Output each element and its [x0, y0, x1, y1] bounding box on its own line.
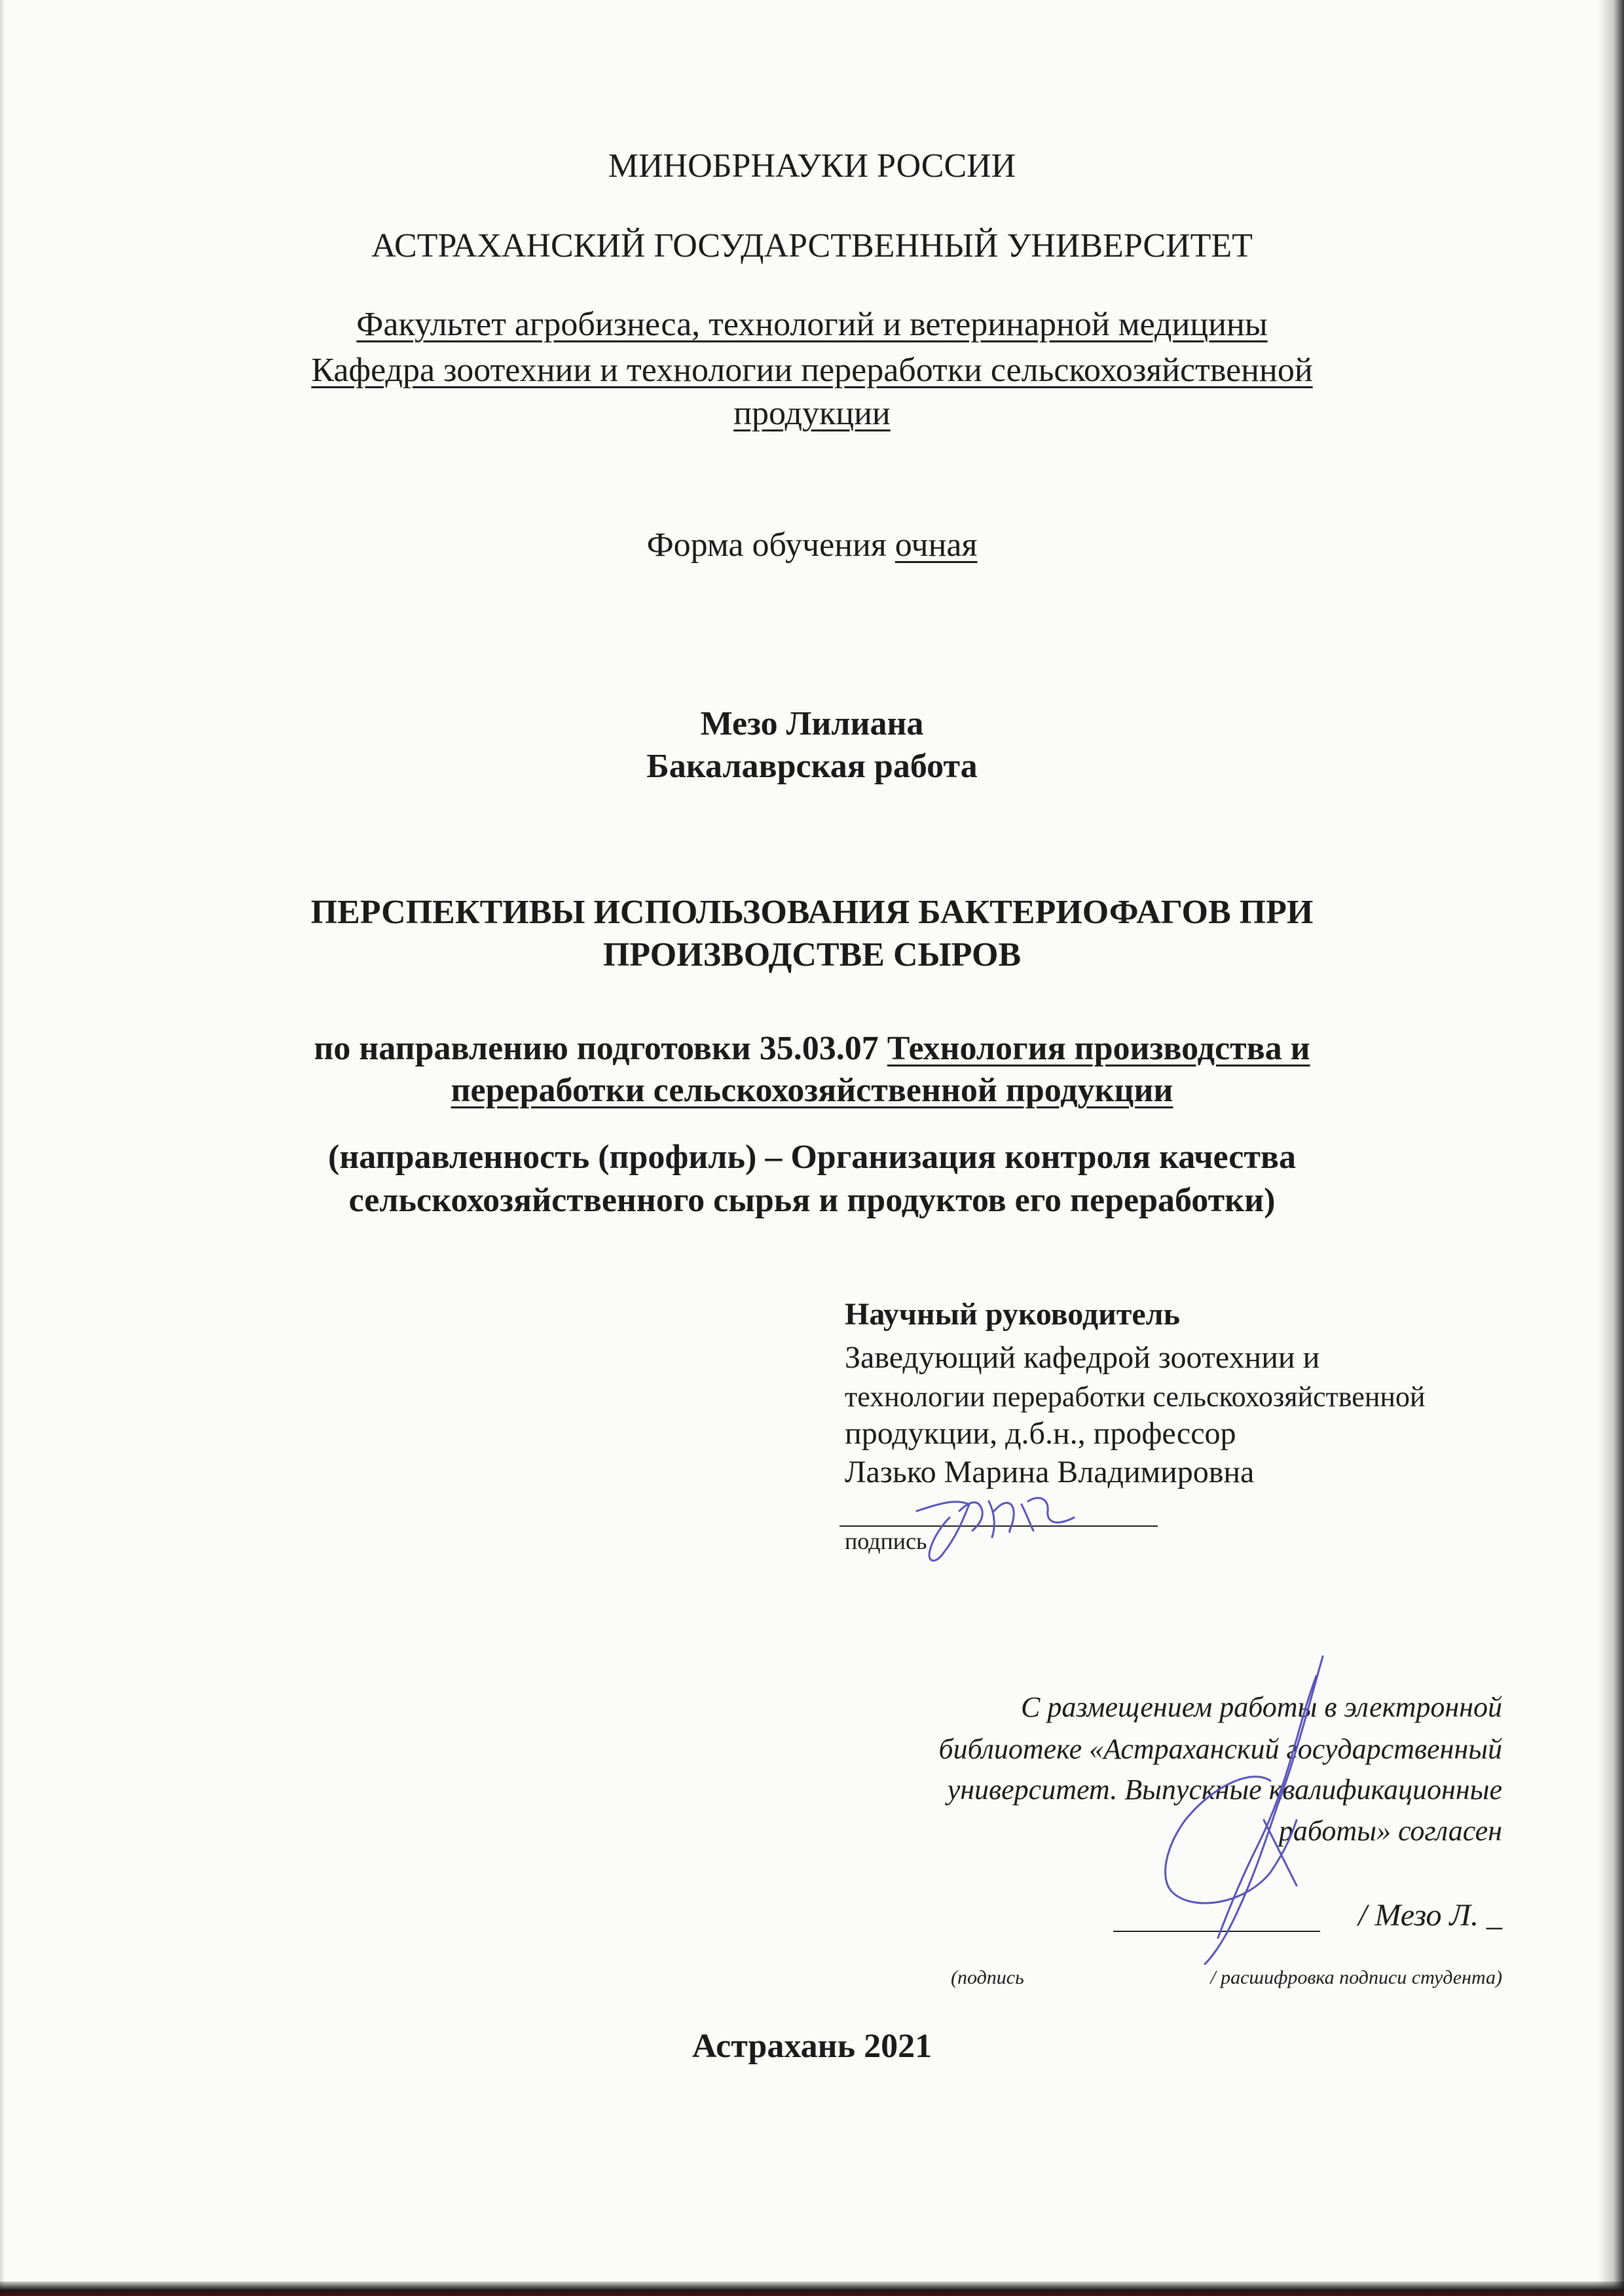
department-text-1: Кафедра зоотехнии и технологии переработки сельскохозяйственной — [311, 352, 1313, 389]
consent-line-2: библиотеке «Астраханский государственный — [938, 1733, 1502, 1765]
ministry-name: МИНОБРНАУКИ РОССИИ — [608, 147, 1016, 185]
department-text-2: продукции — [733, 395, 891, 432]
department-line-1 — [0, 354, 1624, 388]
supervisor-position-1: Заведующий кафедрой зоотехнии и — [845, 1340, 1320, 1375]
student-signer: / Мезо Л. _ — [1358, 1898, 1502, 1933]
direction-line-1 — [0, 1032, 1624, 1066]
direction-line-2 — [0, 1074, 1624, 1108]
direction-name-1: Технология производства и — [887, 1030, 1310, 1067]
faculty-name — [0, 308, 1624, 342]
supervisor-position-2: технологии переработки сельскохозяйственной — [845, 1381, 1426, 1413]
student-signature-image — [1100, 1650, 1349, 1990]
supervisor-signature-image — [897, 1465, 1094, 1570]
supervisor-position-3: продукции, д.б.н., профессор — [845, 1416, 1236, 1451]
student-signature-caption-left: (подпись — [951, 1967, 1024, 1988]
student-signature-caption-right: / расшифровка подписи студента) — [1210, 1967, 1502, 1988]
consent-line-1: С размещением работы в электронной — [1021, 1691, 1502, 1723]
direction-name-2: переработки сельскохозяйственной продукции — [451, 1072, 1173, 1109]
thesis-title-line-1: ПЕРСПЕКТИВЫ ИСПОЛЬЗОВАНИЯ БАКТЕРИОФАГОВ ПРИ — [310, 894, 1314, 931]
university-name: АСТРАХАНСКИЙ ГОСУДАРСТВЕННЫЙ УНИВЕРСИТЕТ — [371, 227, 1253, 264]
study-form-value: очная — [895, 526, 978, 564]
city-year: Астрахань 2021 — [692, 2028, 932, 2065]
study-form — [0, 528, 1624, 562]
study-form-label: Форма обучения — [646, 526, 895, 564]
supervisor-signature-caption: подпись — [845, 1528, 927, 1554]
department-line-2 — [0, 397, 1624, 431]
consent-line-4: работы» согласен — [1278, 1815, 1502, 1847]
work-type: Бакалаврская работа — [646, 748, 978, 785]
supervisor-name: Лазько Марина Владимировна — [845, 1455, 1255, 1489]
profile-line-2: сельскохозяйственного сырья и продуктов его переработки) — [348, 1182, 1276, 1219]
scan-edge-bottom — [0, 2282, 1624, 2296]
faculty-text: Факультет агробизнеса, технологий и ветеринарной медицины — [356, 306, 1268, 343]
thesis-title-line-2: ПРОИЗВОДСТВЕ СЫРОВ — [602, 936, 1022, 974]
author-name: Мезо Лилиана — [700, 705, 924, 742]
consent-line-3: университет. Выпускные квалификационные — [947, 1774, 1502, 1806]
supervisor-heading: Научный руководитель — [845, 1297, 1180, 1332]
profile-line-1: (направленность (профиль) – Организация контроля качества — [328, 1139, 1296, 1176]
direction-prefix: по направлению подготовки 35.03.07 — [314, 1030, 887, 1067]
